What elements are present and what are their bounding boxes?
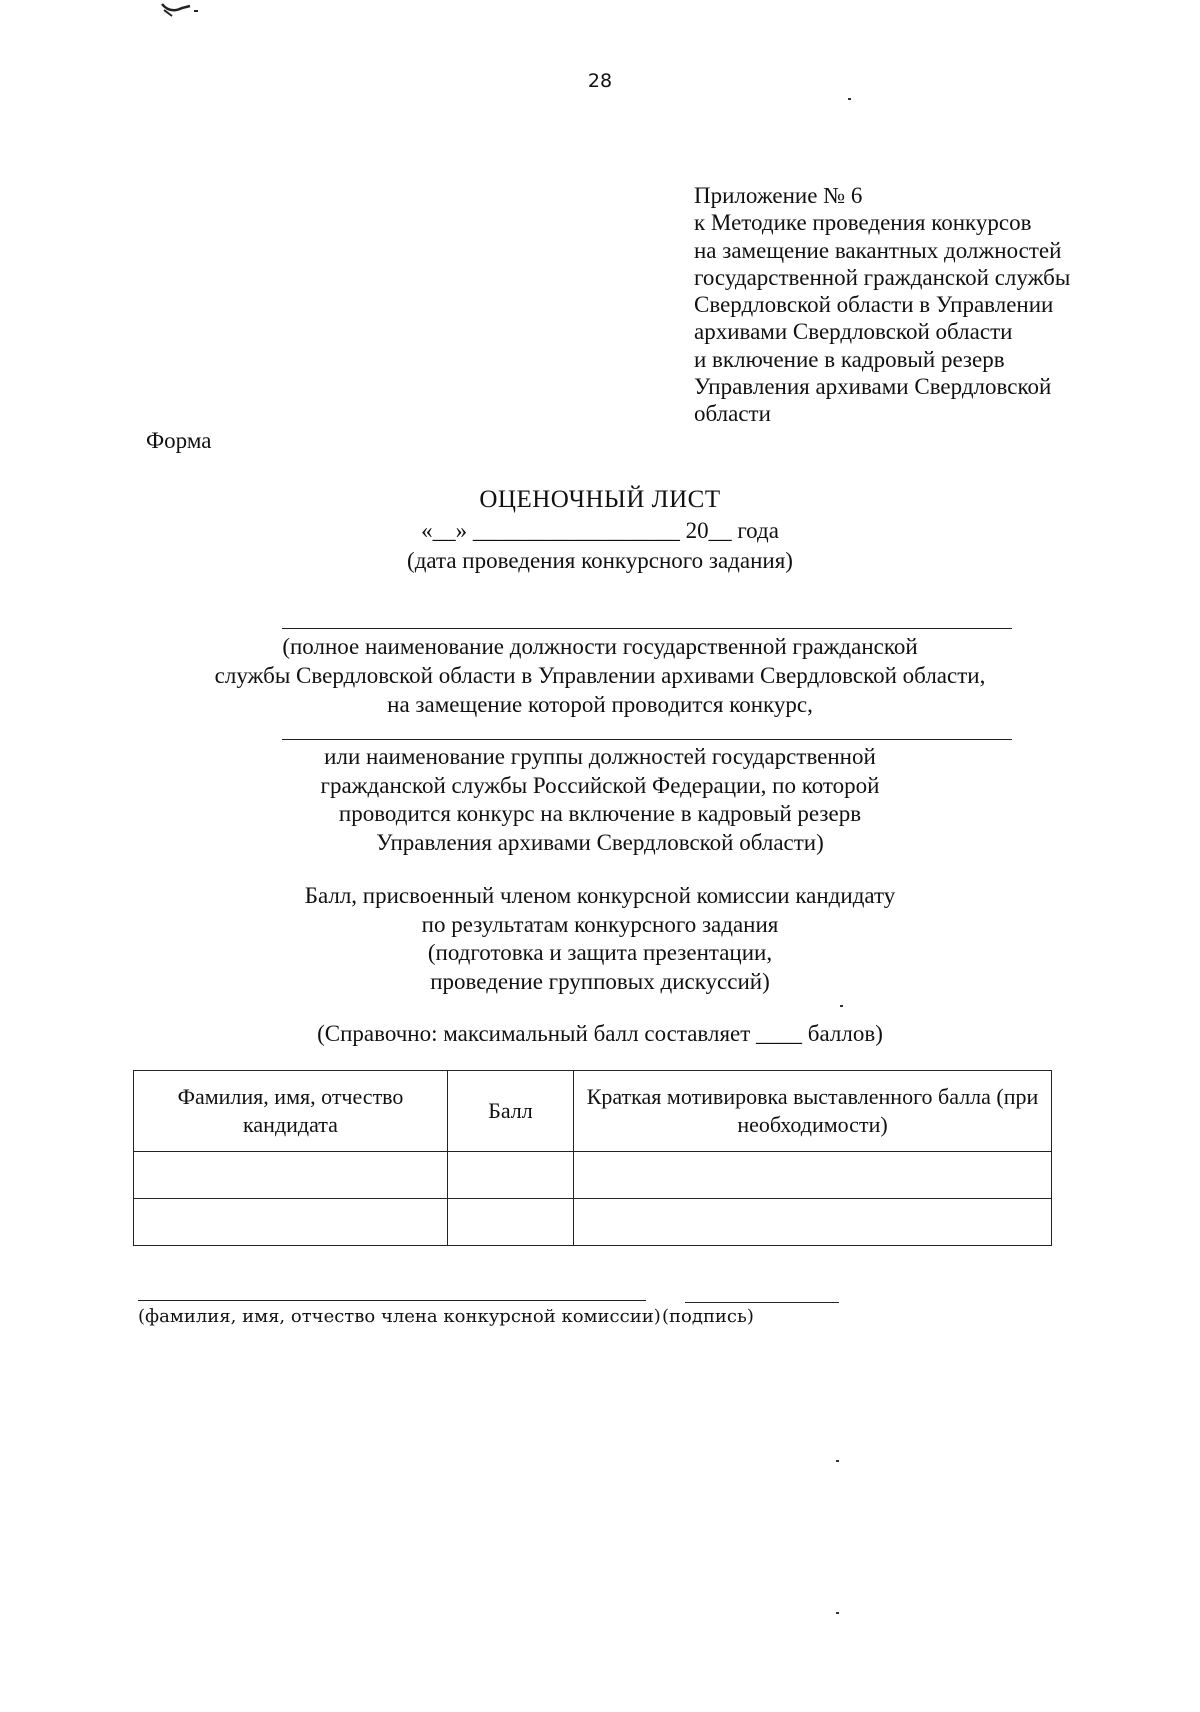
appendix-line: Свердловской области в Управлении xyxy=(694,292,1054,318)
position-caption-line: службы Свердловской области в Управлении архивами Свердловской области, xyxy=(214,663,986,688)
position-caption-line: (полное наименование должности государственной гражданской xyxy=(282,634,918,659)
scan-speck xyxy=(836,1612,839,1614)
score-table xyxy=(133,1070,1052,1246)
group-caption-line: Управления архивами Свердловской области) xyxy=(376,829,824,855)
header-candidate-name: Фамилия, имя, отчество кандидата xyxy=(134,1071,448,1152)
score-description-line: по результатам конкурсного задания xyxy=(421,911,779,937)
cell-score[interactable] xyxy=(448,1152,574,1199)
document-title: ОЦЕНОЧНЫЙ ЛИСТ xyxy=(479,486,721,513)
group-caption-line: гражданской службы Российской Федерации, по которой xyxy=(320,772,880,798)
form-label: Форма xyxy=(146,428,212,453)
header-motivation: Краткая мотивировка выставленного балла (при необходимости) xyxy=(574,1071,1052,1152)
cell-score[interactable] xyxy=(448,1199,574,1246)
score-description-line: (подготовка и защита презентации, xyxy=(427,940,773,965)
score-description-line: проведение групповых дискуссий) xyxy=(430,968,770,994)
score-description xyxy=(0,882,1200,996)
appendix-line: Приложение № 6 xyxy=(694,183,863,208)
appendix-line: к Методике проведения конкурсов xyxy=(694,210,1032,236)
appendix-line: архивами Свердловской области xyxy=(694,319,1013,345)
table-row xyxy=(134,1152,1052,1199)
page-number: 28 xyxy=(587,70,613,92)
position-fill-line xyxy=(282,628,1012,629)
appendix-line: Управления архивами Свердловской xyxy=(694,374,1052,400)
appendix-line: на замещение вакантных должностей xyxy=(694,237,1062,263)
signature-caption: (подпись) xyxy=(662,1306,754,1327)
reference-note: (Справочно: максимальный балл составляет ____ баллов) xyxy=(317,1021,883,1046)
scan-mark-icon xyxy=(160,0,200,18)
position-caption-line: на замещение которой проводится конкурс, xyxy=(387,692,813,717)
signature-line xyxy=(685,1302,839,1303)
cell-candidate-name[interactable] xyxy=(134,1152,448,1199)
scan-speck xyxy=(836,1460,839,1462)
name-caption: (фамилия, имя, отчество члена конкурсной комиссии) xyxy=(138,1306,661,1327)
group-caption-line: или наименование группы должностей государственной xyxy=(324,744,876,769)
date-line: «__» __________________ 20__ года xyxy=(421,518,779,543)
table-row xyxy=(134,1199,1052,1246)
cell-motivation[interactable] xyxy=(574,1199,1052,1246)
date-caption: (дата проведения конкурсного задания) xyxy=(407,548,793,573)
group-fill-line xyxy=(282,739,1012,740)
group-caption-line: проводится конкурс на включение в кадровый резерв xyxy=(338,801,862,826)
appendix-line: государственной гражданской службы xyxy=(694,264,1071,290)
group-caption xyxy=(0,743,1200,857)
score-description-line: Балл, присвоенный членом конкурсной комиссии кандидату xyxy=(304,883,896,908)
name-signature-line xyxy=(138,1300,646,1301)
appendix-line: области xyxy=(694,401,771,427)
header-score: Балл xyxy=(448,1071,574,1152)
table-header-row xyxy=(134,1071,1052,1152)
appendix-line: и включение в кадровый резерв xyxy=(694,346,1005,372)
cell-candidate-name[interactable] xyxy=(134,1199,448,1246)
appendix-note xyxy=(694,182,1070,428)
position-caption xyxy=(0,632,1200,719)
scan-speck xyxy=(848,98,851,100)
cell-motivation[interactable] xyxy=(574,1152,1052,1199)
scan-speck xyxy=(840,1005,843,1007)
